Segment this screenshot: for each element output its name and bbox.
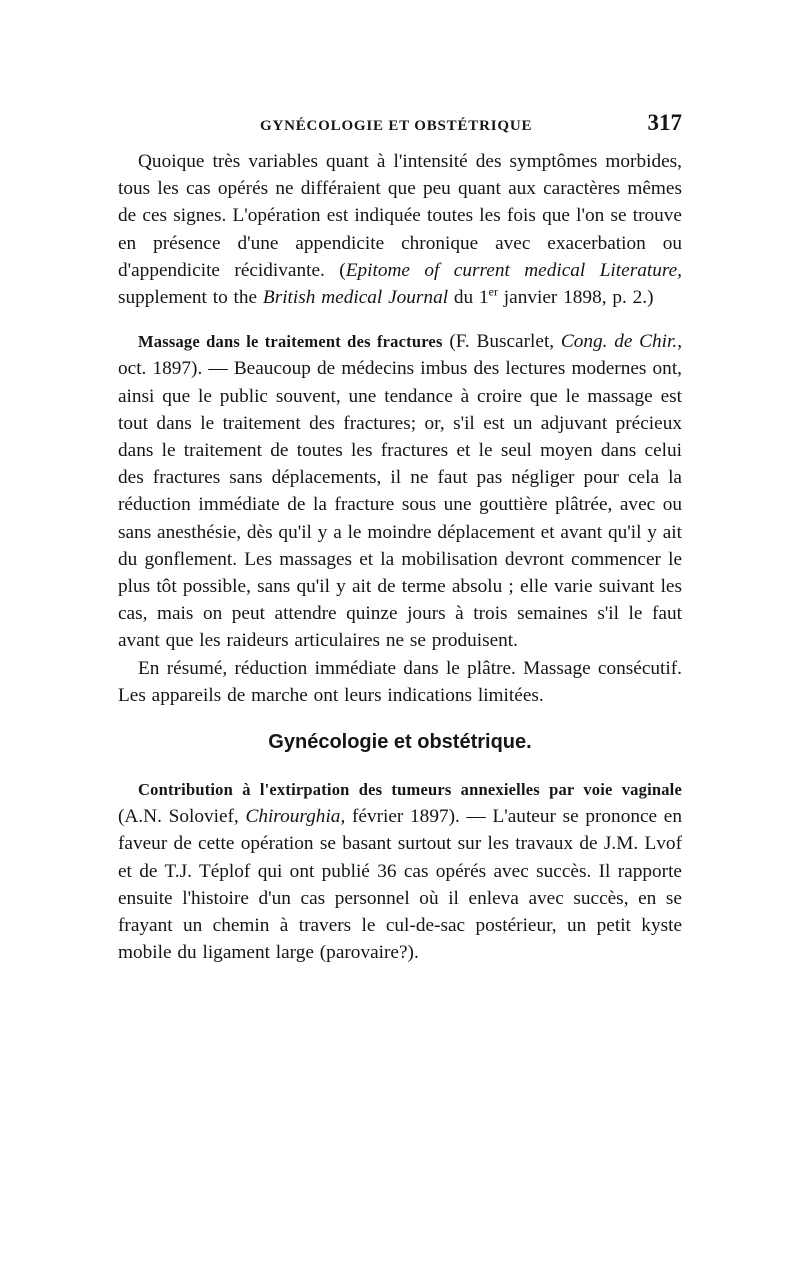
article-title-2: Contribution à l'extirpation des tumeurs annexielles par voie vaginale: [138, 780, 682, 800]
article-author: (F. Buscarlet,: [442, 331, 561, 353]
paragraph-appendicitis: [118, 148, 682, 311]
date-pre: du 1: [448, 287, 489, 309]
page-header: [118, 108, 682, 148]
article-author-2: (A.N. Solovief,: [118, 806, 246, 828]
section-heading: Gynécologie et obstétrique.: [268, 731, 532, 754]
date-sup: er: [488, 284, 498, 299]
article-body: , oct. 1897). — Beaucoup de médecins imbus des lectures modernes ont, ainsi que le public souvent, une tendance à croire que le massage est tout dans le traitement des fractures; or, s'il est un adjuvant précieux dans le traitement de toutes les fractures et le seul moyen dans celui des fractures sans déplacements, il ne faut pas négliger pour cela la réduction immédiate de la fracture sous une gouttière plâtrée, avec ou sans anesthésie, dès qu'il y a le moindre déplacement et avant qu'il y ait du gonflement. Les massages et la mobilisation devront commencer le plus tôt possible, sans qu'il y ait de terme absolu ; elle varie suivant les cas, mais on peut attendre quinze jours à trois semaines s'il le faut avant que les raideurs articulaires ne se produisent.: [118, 331, 683, 652]
journal-title: Epitome of current medical Literature,: [345, 259, 682, 281]
article-source-2: Chirourghia,: [245, 806, 346, 828]
para1-text: Quoique très variables quant à l'intensité des symptômes morbides, tous les cas opérés ne différaient que peu quant aux caractères mêmes de ces signes. L'opération est indiquée toutes les fois que l'on se trouve en présence d'une appendicite chronique avec exacerbation ou d'appendicite récidivante. (: [118, 151, 682, 281]
article-source: Cong. de Chir.: [560, 331, 678, 353]
running-title: GYNÉCOLOGIE ET OBSTÉTRIQUE: [260, 118, 533, 134]
date-post: janvier 1898, p. 2.): [497, 287, 654, 309]
article-title: Massage dans le traitement des fractures: [138, 332, 443, 352]
para1-mid: supplement to the: [118, 287, 263, 309]
article-massage: [118, 328, 682, 654]
summary-paragraph: En résumé, réduction immédiate dans le plâtre. Massage consécutif. Les appareils de marche ont leurs indications limitées.: [118, 657, 682, 706]
page-number: 317: [647, 110, 682, 135]
page: [118, 108, 682, 966]
article-annexes: [118, 776, 682, 966]
article-body-2: février 1897). — L'auteur se prononce en faveur de cette opération se basant surtout sur les travaux de J.M. Lvof et de T.J. Téplof qui ont publié 36 cas opérés avec succès. Il rapporte ensuite l'histoire d'un cas personnel où il enleva avec succès, en se frayant un chemin à travers le cul-de-sac postérieur, un petit kyste mobile du ligament large (parovaire?).: [118, 806, 682, 964]
journal-title-2: British medical Journal: [262, 287, 449, 309]
